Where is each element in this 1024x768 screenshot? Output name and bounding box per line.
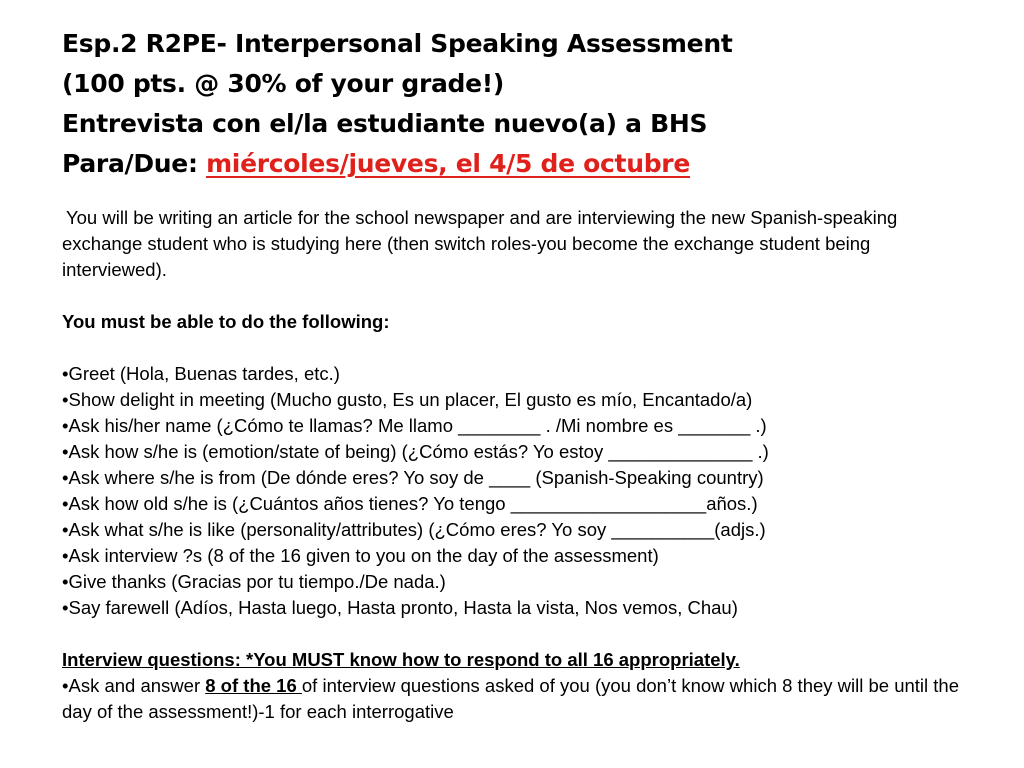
title-line-3: Entrevista con el/la estudiante nuevo(a) a BHS [62,109,708,138]
list-item-text: Show delight in meeting (Mucho gusto, Es un placer, El gusto es mío, Encantado/a) [68,389,753,410]
spacer [62,335,972,361]
bullet-icon: • [62,363,69,384]
list-item-text: Greet (Hola, Buenas tardes, etc.) [68,363,340,384]
list-item-text: Ask how old s/he is (¿Cuántos años tienes? Yo tengo ___________________años.) [68,493,758,514]
requirements-heading: You must be able to do the following: [62,311,390,332]
title-block [62,24,982,184]
list-item [62,361,972,387]
list-item [62,413,972,439]
title-line-1: Esp.2 R2PE- Interpersonal Speaking Assessment [62,29,733,58]
bullet-icon: • [62,545,69,566]
bullet-icon: • [62,519,69,540]
final-paragraph [62,673,972,725]
list-item [62,569,972,595]
list-item [62,387,972,413]
final-prefix: Ask and answer [68,675,206,696]
final-suffix: of interview questions asked of you (you don’t know which 8 they will be until the day of the assessment!)-1 for each interrogative [62,675,960,722]
list-item-text: Ask what s/he is like (personality/attributes) (¿Cómo eres? Yo soy __________(adjs.) [68,519,766,540]
list-item [62,465,972,491]
bullet-icon: • [62,467,69,488]
body-block [62,205,972,725]
due-label: Para/Due: [62,149,207,178]
bullet-icon: • [62,389,69,410]
bullet-icon: • [62,597,69,618]
due-line [62,144,982,184]
list-item-text: Say farewell (Adíos, Hasta luego, Hasta pronto, Hasta la vista, Nos vemos, Chau) [68,597,738,618]
bullet-icon: • [62,441,69,462]
interview-heading: Interview questions: *You MUST know how to respond to all 16 appropriately. [62,649,740,670]
list-item-text: Give thanks (Gracias por tu tiempo./De nada.) [68,571,446,592]
list-item [62,491,972,517]
list-item-text: Ask interview ?s (8 of the 16 given to you on the day of the assessment) [68,545,659,566]
spacer [62,283,972,309]
list-item [62,439,972,465]
requirements-list [62,361,972,621]
list-item [62,543,972,569]
spacer [62,621,972,647]
due-date: miércoles/jueves, el 4/5 de octubre [206,149,690,178]
bullet-icon: • [62,493,69,514]
intro-paragraph: You will be writing an article for the school newspaper and are interviewing the new Spanish-speaking exchange student who is studying here (then switch roles-you become the exchange student being interviewed). [62,207,898,280]
list-item [62,595,972,621]
bullet-icon: • [62,571,69,592]
bullet-icon: • [62,675,69,696]
list-item-text: Ask how s/he is (emotion/state of being) (¿Cómo estás? Yo estoy ______________ .) [68,441,769,462]
list-item-text: Ask his/her name (¿Cómo te llamas? Me llamo ________ . /Mi nombre es _______ .) [68,415,767,436]
list-item [62,517,972,543]
bullet-icon: • [62,415,69,436]
final-emphasis: 8 of the 16 [205,675,302,696]
list-item-text: Ask where s/he is from (De dónde eres? Yo soy de ____ (Spanish-Speaking country) [68,467,764,488]
title-line-2: (100 pts. @ 30% of your grade!) [62,69,505,98]
